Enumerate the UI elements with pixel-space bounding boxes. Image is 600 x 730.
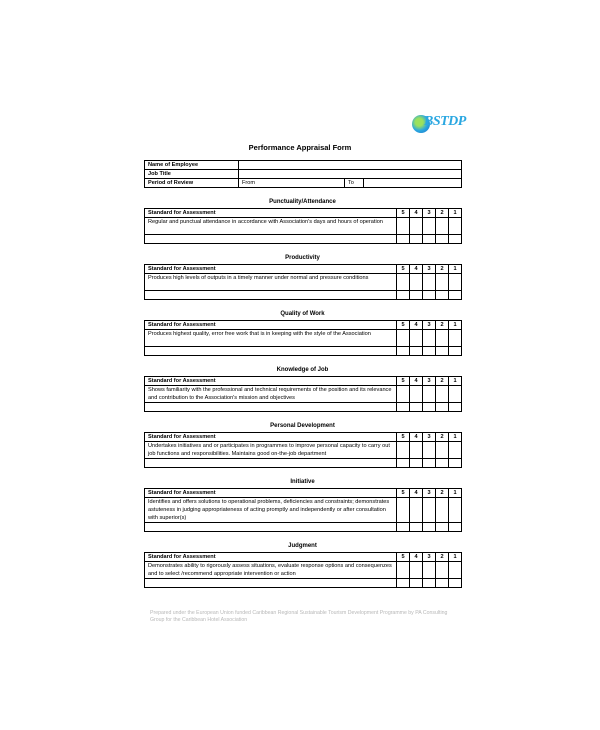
standard-header: Standard for Assessment — [145, 489, 397, 498]
score-cell[interactable] — [397, 386, 410, 403]
standard-description: Undertakes initiatives and or participates in programmes to improve personal capacity to carry out job functions and responsibilities. Maintains good on-the-job department — [145, 442, 397, 459]
score-cell[interactable] — [397, 274, 410, 291]
score-cell[interactable] — [449, 579, 462, 588]
standard-description: Shows familiarity with the professional and technical requirements of the position and its relevance and contribution to the Association's mission and objectives — [145, 386, 397, 403]
score-cell[interactable] — [397, 579, 410, 588]
employee-info-table — [144, 160, 462, 188]
score-cell[interactable] — [410, 218, 423, 235]
score-cell[interactable] — [397, 347, 410, 356]
name-field[interactable] — [239, 161, 462, 170]
assessment-table — [144, 488, 462, 532]
score-cell[interactable] — [397, 523, 410, 532]
score-cell[interactable] — [423, 386, 436, 403]
score-cell[interactable] — [436, 562, 449, 579]
comment-cell[interactable] — [145, 403, 397, 412]
score-cell[interactable] — [436, 523, 449, 532]
score-cell[interactable] — [397, 459, 410, 468]
section-title: Productivity — [285, 255, 320, 261]
score-cell[interactable] — [436, 579, 449, 588]
score-cell[interactable] — [423, 235, 436, 244]
score-header: 4 — [410, 553, 423, 562]
section-title: Personal Development — [270, 423, 335, 429]
score-cell[interactable] — [410, 579, 423, 588]
section-title: Judgment — [288, 543, 317, 549]
score-cell[interactable] — [436, 291, 449, 300]
period-from-field[interactable] — [239, 179, 345, 188]
standard-header: Standard for Assessment — [145, 553, 397, 562]
footer-note: Prepared under the European Union funded Caribbean Regional Sustainable Tourism Development Programme by PA Consulting Group for the Caribbean Hotel Association — [150, 610, 448, 623]
score-cell[interactable] — [449, 218, 462, 235]
score-cell[interactable] — [436, 386, 449, 403]
score-header: 4 — [410, 377, 423, 386]
score-cell[interactable] — [410, 330, 423, 347]
section-title: Initiative — [290, 479, 315, 485]
score-cell[interactable] — [436, 330, 449, 347]
score-cell[interactable] — [449, 523, 462, 532]
score-header: 5 — [397, 553, 410, 562]
score-header: 1 — [449, 377, 462, 386]
score-cell[interactable] — [410, 459, 423, 468]
score-cell[interactable] — [397, 442, 410, 459]
assessment-table — [144, 432, 462, 468]
score-cell[interactable] — [423, 291, 436, 300]
score-cell[interactable] — [397, 562, 410, 579]
from-label: From — [242, 180, 256, 186]
name-label: Name of Employee — [145, 161, 239, 170]
score-header: 2 — [436, 321, 449, 330]
section-title: Punctuality/Attendance — [269, 199, 336, 205]
standard-description: Identifies and offers solutions to operational problems, deficiencies and constraints; demonstrates astuteness in judging appropriateness of acting promptly and independently or after consultation with superior(s) — [145, 498, 397, 523]
logo — [412, 112, 466, 136]
standard-description: Regular and punctual attendance in accordance with Association's days and hours of operation — [145, 218, 397, 235]
score-header: 5 — [397, 209, 410, 218]
score-header: 3 — [423, 321, 436, 330]
score-cell[interactable] — [449, 330, 462, 347]
score-header: 1 — [449, 489, 462, 498]
score-header: 3 — [423, 553, 436, 562]
score-header: 2 — [436, 265, 449, 274]
score-header: 1 — [449, 553, 462, 562]
score-header: 2 — [436, 209, 449, 218]
score-header: 3 — [423, 489, 436, 498]
score-cell[interactable] — [410, 562, 423, 579]
score-cell[interactable] — [410, 347, 423, 356]
score-header: 5 — [397, 321, 410, 330]
score-cell[interactable] — [436, 347, 449, 356]
score-cell[interactable] — [423, 442, 436, 459]
score-header: 3 — [423, 377, 436, 386]
comment-cell[interactable] — [145, 523, 397, 532]
score-cell[interactable] — [397, 330, 410, 347]
score-cell[interactable] — [449, 274, 462, 291]
score-header: 1 — [449, 209, 462, 218]
assessment-table — [144, 552, 462, 588]
score-cell[interactable] — [449, 291, 462, 300]
score-header: 2 — [436, 433, 449, 442]
score-cell[interactable] — [397, 218, 410, 235]
score-cell[interactable] — [397, 403, 410, 412]
score-cell[interactable] — [423, 403, 436, 412]
score-cell[interactable] — [436, 235, 449, 244]
comment-cell[interactable] — [145, 291, 397, 300]
standard-header: Standard for Assessment — [145, 265, 397, 274]
score-header: 4 — [410, 489, 423, 498]
score-cell[interactable] — [410, 274, 423, 291]
score-header: 4 — [410, 433, 423, 442]
score-cell[interactable] — [449, 562, 462, 579]
standard-description: Produces high levels of outputs in a timely manner under normal and pressure conditions — [145, 274, 397, 291]
score-cell[interactable] — [449, 459, 462, 468]
standard-header: Standard for Assessment — [145, 209, 397, 218]
score-cell[interactable] — [410, 235, 423, 244]
score-cell[interactable] — [410, 403, 423, 412]
score-cell[interactable] — [410, 523, 423, 532]
score-header: 3 — [423, 265, 436, 274]
score-cell[interactable] — [423, 347, 436, 356]
to-label: To — [348, 180, 354, 186]
score-cell[interactable] — [449, 386, 462, 403]
score-header: 2 — [436, 377, 449, 386]
score-cell[interactable] — [423, 459, 436, 468]
score-header: 5 — [397, 433, 410, 442]
score-cell[interactable] — [397, 498, 410, 523]
score-cell[interactable] — [436, 498, 449, 523]
logo-text: BSTDP — [424, 114, 466, 129]
score-cell[interactable] — [423, 274, 436, 291]
score-header: 3 — [423, 209, 436, 218]
score-header: 3 — [423, 433, 436, 442]
score-cell[interactable] — [436, 442, 449, 459]
period-to-field[interactable] — [364, 179, 462, 188]
score-cell[interactable] — [423, 523, 436, 532]
score-header: 5 — [397, 265, 410, 274]
score-header: 1 — [449, 265, 462, 274]
score-cell[interactable] — [436, 459, 449, 468]
score-header: 5 — [397, 489, 410, 498]
score-header: 1 — [449, 321, 462, 330]
comment-cell[interactable] — [145, 347, 397, 356]
score-cell[interactable] — [449, 442, 462, 459]
score-cell[interactable] — [449, 235, 462, 244]
score-header: 5 — [397, 377, 410, 386]
score-cell[interactable] — [436, 403, 449, 412]
assessment-table — [144, 376, 462, 412]
score-cell[interactable] — [436, 218, 449, 235]
assessment-table — [144, 264, 462, 300]
score-cell[interactable] — [423, 498, 436, 523]
standard-header: Standard for Assessment — [145, 377, 397, 386]
score-cell[interactable] — [423, 330, 436, 347]
score-cell[interactable] — [449, 347, 462, 356]
score-cell[interactable] — [397, 235, 410, 244]
score-header: 4 — [410, 265, 423, 274]
comment-cell[interactable] — [145, 579, 397, 588]
assessment-table — [144, 208, 462, 244]
score-cell[interactable] — [449, 403, 462, 412]
score-header: 2 — [436, 553, 449, 562]
score-cell[interactable] — [410, 498, 423, 523]
period-label: Period of Review — [145, 179, 239, 188]
job-title-label: Job Title — [145, 170, 239, 179]
standard-description: Demonstrates ability to rigorously assess situations, evaluate response options and consequenzes and to select /recommend appropriate intervention or action — [145, 562, 397, 579]
section-title: Knowledge of Job — [276, 367, 329, 373]
score-header: 4 — [410, 209, 423, 218]
assessment-table — [144, 320, 462, 356]
score-header: 1 — [449, 433, 462, 442]
period-to-label — [345, 179, 364, 188]
section-title: Quality of Work — [280, 311, 325, 317]
standard-header: Standard for Assessment — [145, 433, 397, 442]
standard-header: Standard for Assessment — [145, 321, 397, 330]
standard-description: Produces highest quality, error free work that is in keeping with the style of the Association — [145, 330, 397, 347]
score-cell[interactable] — [410, 442, 423, 459]
score-header: 4 — [410, 321, 423, 330]
job-title-field[interactable] — [239, 170, 462, 179]
score-cell[interactable] — [397, 291, 410, 300]
form-title: Performance Appraisal Form — [248, 143, 352, 152]
score-cell[interactable] — [423, 218, 436, 235]
score-cell[interactable] — [449, 498, 462, 523]
comment-cell[interactable] — [145, 459, 397, 468]
score-cell[interactable] — [410, 291, 423, 300]
comment-cell[interactable] — [145, 235, 397, 244]
score-header: 2 — [436, 489, 449, 498]
score-cell[interactable] — [423, 579, 436, 588]
score-cell[interactable] — [410, 386, 423, 403]
score-cell[interactable] — [436, 274, 449, 291]
score-cell[interactable] — [423, 562, 436, 579]
